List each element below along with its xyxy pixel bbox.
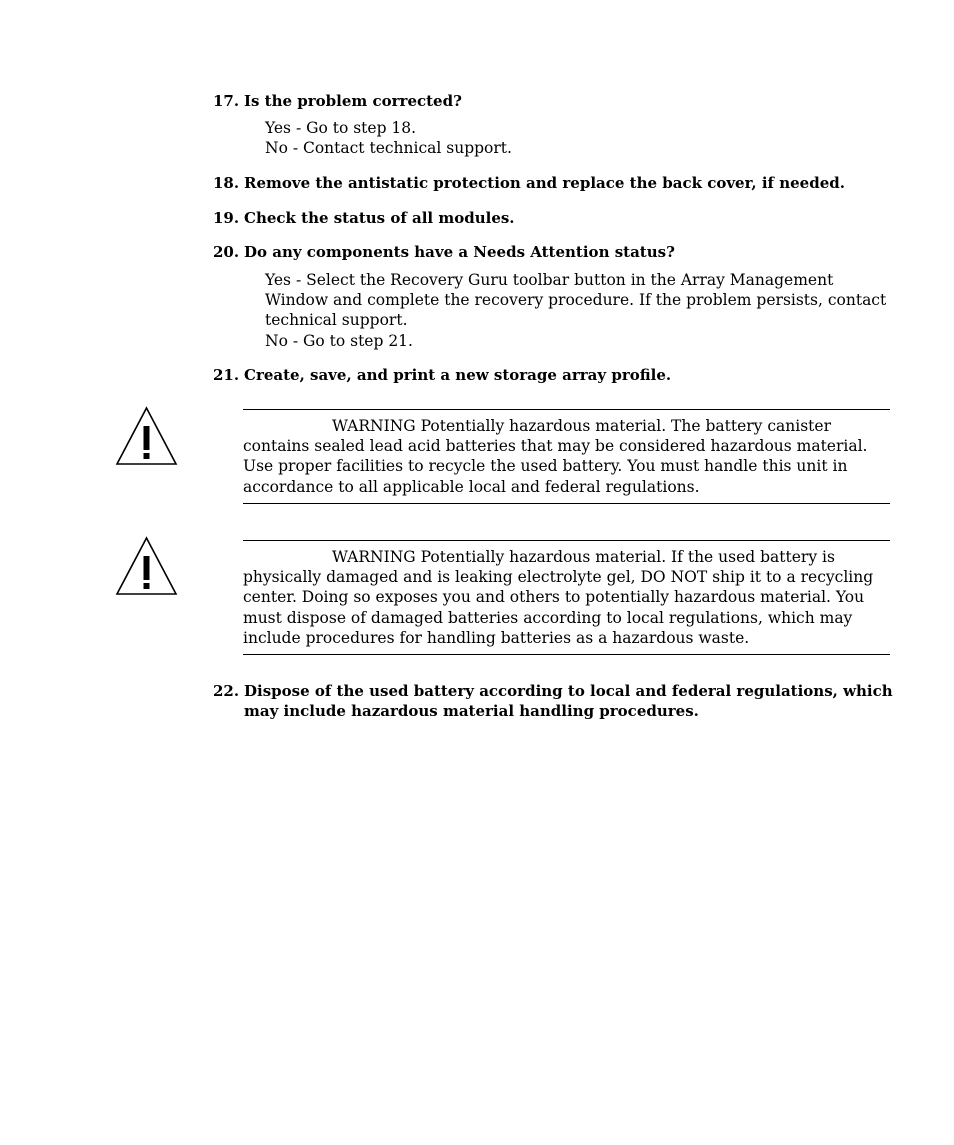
step-20: [213, 242, 893, 262]
step-number: 22.: [213, 682, 240, 700]
option-no: No - Go to step 21.: [265, 331, 413, 350]
warning-label: WARNING: [332, 548, 416, 566]
option-no: No - Contact technical support.: [265, 139, 512, 158]
step-21: [213, 365, 893, 385]
warning-text: Potentially hazardous material. The battery canister contains sealed lead acid batteries that may be considered hazardous material. Use proper facilities to recycle the used battery. You must handle this unit in accordance to all applicable local and federal regulations.: [243, 417, 868, 496]
step-17-options: [265, 118, 890, 158]
step-number: 21.: [213, 366, 240, 384]
step-heading: Dispose of the used battery according to local and federal regulations, which may include hazardous material handling procedures.: [244, 682, 893, 720]
step-19: [213, 208, 893, 228]
step-22: [213, 681, 893, 721]
step-heading: Is the problem corrected?: [244, 92, 462, 110]
warning-box-2: [243, 540, 890, 655]
step-heading: Check the status of all modules.: [244, 209, 515, 227]
step-20-options: [265, 270, 890, 351]
warning-box-1: [243, 409, 890, 504]
warning-triangle-icon: [115, 406, 178, 466]
step-heading: Create, save, and print a new storage array profile.: [244, 366, 672, 384]
step-number: 19.: [213, 209, 240, 227]
step-number: 17.: [213, 92, 240, 110]
step-17: [213, 91, 893, 111]
step-18: [213, 173, 893, 193]
option-yes: Yes - Select the Recovery Guru toolbar button in the Array Management Window and complete the recovery procedure. If the problem persists, contact technical support.: [265, 271, 887, 330]
step-number: 20.: [213, 243, 240, 261]
step-heading: Remove the antistatic protection and replace the back cover, if needed.: [244, 174, 845, 192]
warning-text: Potentially hazardous material. If the used battery is physically damaged and is leaking electrolyte gel, DO NOT ship it to a recycling center. Doing so exposes you and others to potentially hazardous material. You must dispose of damaged batteries according to local regulations, which may include procedures for handling batteries as a hazardous waste.: [243, 548, 874, 647]
warning-triangle-icon: [115, 536, 178, 596]
step-number: 18.: [213, 174, 240, 192]
step-heading: Do any components have a Needs Attention status?: [244, 243, 675, 261]
option-yes: Yes - Go to step 18.: [265, 119, 417, 137]
warning-label: WARNING: [332, 417, 416, 435]
